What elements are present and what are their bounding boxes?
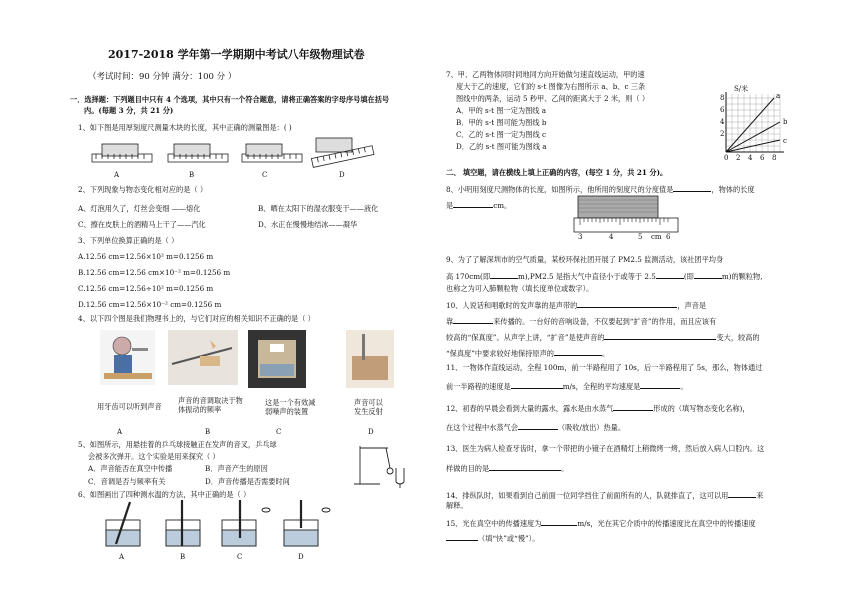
q7-option-d: D．乙的 s-t 图可能为图线 a bbox=[456, 142, 547, 151]
q15-text-l1: 15、光在真空中的传播速度为 m/s，光在其它介质中的传播速度比在真空中的传播速度 bbox=[446, 519, 756, 528]
q6-beaker-c bbox=[222, 500, 270, 546]
q9-text-l1: 9、为了了解深圳市的空气质量，某校环保社团开展了 PM2.5 监测活动，该社团平均身 bbox=[446, 255, 724, 264]
q7-option-a: A．甲的 s-t 图一定为图线 a bbox=[456, 106, 547, 115]
q15-blank-2 bbox=[446, 533, 478, 541]
q1-figure-d bbox=[311, 138, 374, 167]
q3-option-b: B.12.56 cm=12.56 cm×10⁻² m=0.1256 m bbox=[78, 268, 231, 277]
q4-picture-c bbox=[248, 330, 306, 388]
q8-text-l1: 8、小明用刻度尺测物体的长度，如图所示，他所用的刻度尺的分度值是 ，物体的长度 bbox=[446, 185, 755, 194]
q10-blank-1 bbox=[577, 300, 677, 308]
q10-blank-2 bbox=[453, 316, 493, 324]
chart-ytick-6: 6 bbox=[720, 106, 725, 114]
q5-option-d: D．声音传播是否需要时间 bbox=[205, 477, 290, 486]
chart-xtick-4: 4 bbox=[748, 154, 753, 162]
q13-text-l2: 样做的目的是 。 bbox=[446, 464, 569, 473]
q1-figure-c bbox=[242, 144, 302, 162]
q6-option-a-label: A bbox=[119, 553, 125, 561]
q4-caption-b-l2: 体振动的频率 bbox=[178, 405, 222, 414]
q10-blank-4 bbox=[554, 348, 602, 356]
q1-option-d-label: D bbox=[339, 171, 345, 179]
q10-text-l3: 较高的“保真度”。从声学上讲，“扩音”是使声音的 变大，较高的 bbox=[446, 333, 760, 342]
q4-caption-c-l2: 弱噪声的装置 bbox=[265, 407, 309, 416]
chart-line-c-label: c bbox=[783, 137, 787, 145]
q1-text: 1、如下图是用厚刻度尺测量木块的长度，其中正确的测量图是：( ) bbox=[78, 123, 292, 132]
q6-text: 6、如图画出了四种测水温的方法，其中正确的是（ ） bbox=[78, 490, 251, 499]
q2-option-a: A、灯泡用久了，灯丝会变细 ——熔化 bbox=[78, 204, 201, 213]
q3-option-d: D.12.56 cm=12.56×10⁻² cm=0.1256 m bbox=[78, 300, 222, 309]
q4-caption-b-l1: 声音的音调取决于物 bbox=[178, 396, 243, 405]
q6-option-b-label: B bbox=[180, 553, 186, 561]
q6-option-c-label: C bbox=[237, 553, 243, 561]
line-b bbox=[726, 122, 780, 152]
q11-text-l1: 11、一物体作直线运动，全程 100m，前一半路程用了 10s，后一半路程用了 5s，那么，物体通过 bbox=[446, 363, 763, 372]
q10-text-l4: “保真度”中要求较好地保持原声的 。 bbox=[446, 349, 610, 358]
q10-text-l2: 靠 来传播的。一台好的音响设备，不仅要起到“扩音”的作用，而且应该有 bbox=[446, 317, 717, 326]
exam-title: 2017-2018 学年第一学期期中考试八年级物理试卷 bbox=[108, 48, 365, 61]
ruler-label-6: 6 bbox=[666, 233, 671, 241]
q9-blank-2 bbox=[656, 271, 684, 279]
q13-blank-1 bbox=[489, 463, 561, 471]
q4-pictures bbox=[100, 326, 400, 396]
q4-picture-b bbox=[168, 330, 238, 385]
q4-option-b-label: B bbox=[205, 428, 211, 436]
q5-option-c: C．音调是否与频率有关 bbox=[88, 477, 166, 486]
q6-option-d-label: D bbox=[298, 553, 304, 561]
chart-xtick-2: 2 bbox=[736, 154, 741, 162]
q4-option-d-label: D bbox=[368, 428, 374, 436]
q8-blank-1 bbox=[673, 184, 711, 192]
q5-text-l2: 会被多次弹开。这个实验是用来探究（ ） bbox=[88, 452, 220, 461]
q6-beaker-b bbox=[166, 500, 200, 546]
q10-text-l1: 10、人说话和唱歌时的发声靠的是声带的 ，声音是 bbox=[446, 301, 707, 310]
q3-text: 3、下列单位换算正确的是（ ） bbox=[78, 236, 179, 245]
ruler-label-5: 5 bbox=[638, 233, 643, 241]
q4-caption-d-l2: 发生反射 bbox=[354, 407, 383, 416]
q1-figure-a bbox=[92, 144, 152, 162]
q2-option-b: B、晒在太阳下的湿衣服变干——液化 bbox=[258, 204, 379, 213]
q8-text-l2: 是 cm。 bbox=[446, 201, 512, 210]
chart-xtick-0: 0 bbox=[724, 154, 729, 162]
chart-ylabel: S/米 bbox=[734, 85, 749, 93]
q12-blank-1 bbox=[613, 403, 653, 411]
q14-text-l2: 解释。 bbox=[446, 501, 468, 510]
q7-option-b: B．甲的 s-t 图可能为图线 b bbox=[456, 118, 547, 127]
q4-caption-c-l1: 这是一个有效减 bbox=[265, 398, 316, 407]
q5-option-b: B．声音产生的原因 bbox=[205, 464, 268, 473]
chart-line-a-label: a bbox=[776, 92, 781, 100]
section2-heading: 二、 填空题，请在横线上填上正确的内容，(每空 1 分，共 21 分)。 bbox=[446, 168, 668, 177]
q5-option-a: A．声音能否在真空中传播 bbox=[88, 464, 173, 473]
q5-tuning-fork-figure bbox=[350, 440, 420, 488]
q3-option-c: C.12.56 cm=12.56÷10² m=0.1256 m bbox=[78, 284, 214, 293]
chart-xtick-6: 6 bbox=[760, 154, 765, 162]
q4-caption-d-l1: 声音可以 bbox=[354, 398, 383, 407]
q9-text-l3: 也称之为可入肺颗粒物（填长度单位或数字）。 bbox=[446, 284, 594, 293]
q1-option-c-label: C bbox=[262, 171, 268, 179]
q7-text-l2: 度大于乙的速度，它们的 s-t 图像为右图所示 a、b、c 三条 bbox=[456, 82, 646, 91]
q9-text-l2: 高 170cm(即 m),PM2.5 是指大气中直径小于或等于 2.5 (即 m)的颗粒物, bbox=[446, 272, 763, 281]
chart-ytick-8: 8 bbox=[720, 94, 725, 102]
q6-beaker-d bbox=[284, 500, 330, 546]
q4-option-a-label: A bbox=[117, 428, 123, 436]
q6-beaker-a bbox=[106, 502, 140, 546]
q4-picture-a bbox=[100, 330, 155, 385]
ruler-label-cm: cm bbox=[651, 233, 662, 241]
q15-text-l2: （填“快”或“慢”）。 bbox=[446, 533, 539, 543]
q1-figure-b bbox=[168, 144, 228, 162]
q4-text: 4、以下四个图是我们物理书上的，与它们对应的相关知识不正确的是（ ） bbox=[78, 314, 315, 323]
q13-text-l1: 13、医生为病人检查牙齿时，拿一个带把的小镜子在酒精灯上稍微烤一烤，然后放入病人口腔内。这 bbox=[446, 444, 765, 453]
chart-xtick-8: 8 bbox=[772, 154, 777, 162]
q8-blank-2 bbox=[453, 200, 493, 208]
section1-heading-l2: 内。(每题 3 分，共 21 分) bbox=[84, 106, 174, 115]
q4-picture-d bbox=[346, 330, 394, 388]
q7-text-l3: 图线中的两条，运动 5 秒甲、乙间的距离大于 2 米，则（ ） bbox=[456, 94, 650, 103]
q1-option-a-label: A bbox=[114, 171, 120, 179]
q6-beaker-figures bbox=[100, 498, 340, 550]
q5-text-l1: 5、如图所示，用悬挂着的乒乓球接触正在发声的音叉，乒乓球 bbox=[78, 440, 277, 449]
q2-text: 2、下列现象与物态变化相对应的是（ ） bbox=[78, 185, 208, 194]
q12-text-l1: 12、初春的早晨会看到大量的露水，露水是由水蒸气 形成的（填写物态变化名称)， bbox=[446, 404, 750, 413]
q7-option-c: C．乙的 s-t 图一定为图线 c bbox=[456, 130, 547, 139]
q11-text-l2: 前一半路程的速度是 m/s，全程的平均速度是 。 bbox=[446, 382, 688, 391]
q9-blank-1 bbox=[490, 271, 518, 279]
q1-option-b-label: B bbox=[189, 171, 195, 179]
q4-caption-a: 用牙齿可以听到声音 bbox=[97, 402, 162, 411]
q14-text-l1: 14、排纵队时，如果看到自己前面一位同学挡住了前面所有的人，队就排直了，这可以用 来 bbox=[446, 491, 764, 500]
q14-blank-1 bbox=[728, 490, 756, 498]
q11-blank-1 bbox=[511, 381, 563, 389]
q7-text-l1: 7、甲、乙两物体同时同地同方向开始做匀速直线运动，甲的速 bbox=[446, 70, 645, 79]
q3-option-a: A.12.56 cm=12.56×10² m=0.1256 m bbox=[78, 252, 214, 261]
chart-ytick-4: 4 bbox=[720, 118, 725, 126]
chart-ytick-2: 2 bbox=[720, 130, 725, 138]
ruler-label-4: 4 bbox=[609, 233, 614, 241]
q10-blank-3 bbox=[604, 332, 716, 340]
q15-blank-1 bbox=[541, 518, 577, 526]
chart-line-b-label: b bbox=[783, 118, 788, 126]
exam-info: （考试时间：90 分钟 满分：100 分 ） bbox=[88, 72, 237, 82]
q12-blank-2 bbox=[518, 422, 558, 430]
q2-option-d: D、水正在慢慢地结冰——凝华 bbox=[258, 220, 358, 229]
q9-blank-3 bbox=[694, 271, 722, 279]
q4-option-c-label: C bbox=[276, 428, 282, 436]
ruler-label-3: 3 bbox=[578, 233, 583, 241]
q11-blank-2 bbox=[640, 381, 680, 389]
q2-option-c: C、擦在皮肤上的酒精马上干了——汽化 bbox=[78, 220, 206, 229]
q12-text-l2: 在这个过程中水蒸气会 （吸收/放出）热量。 bbox=[446, 423, 626, 432]
section1-heading-l1: 一．选择题：下列题目中只有 4 个选项，其中只有一个符合题意，请将正确答案的字母序号填在括号 bbox=[70, 95, 390, 104]
